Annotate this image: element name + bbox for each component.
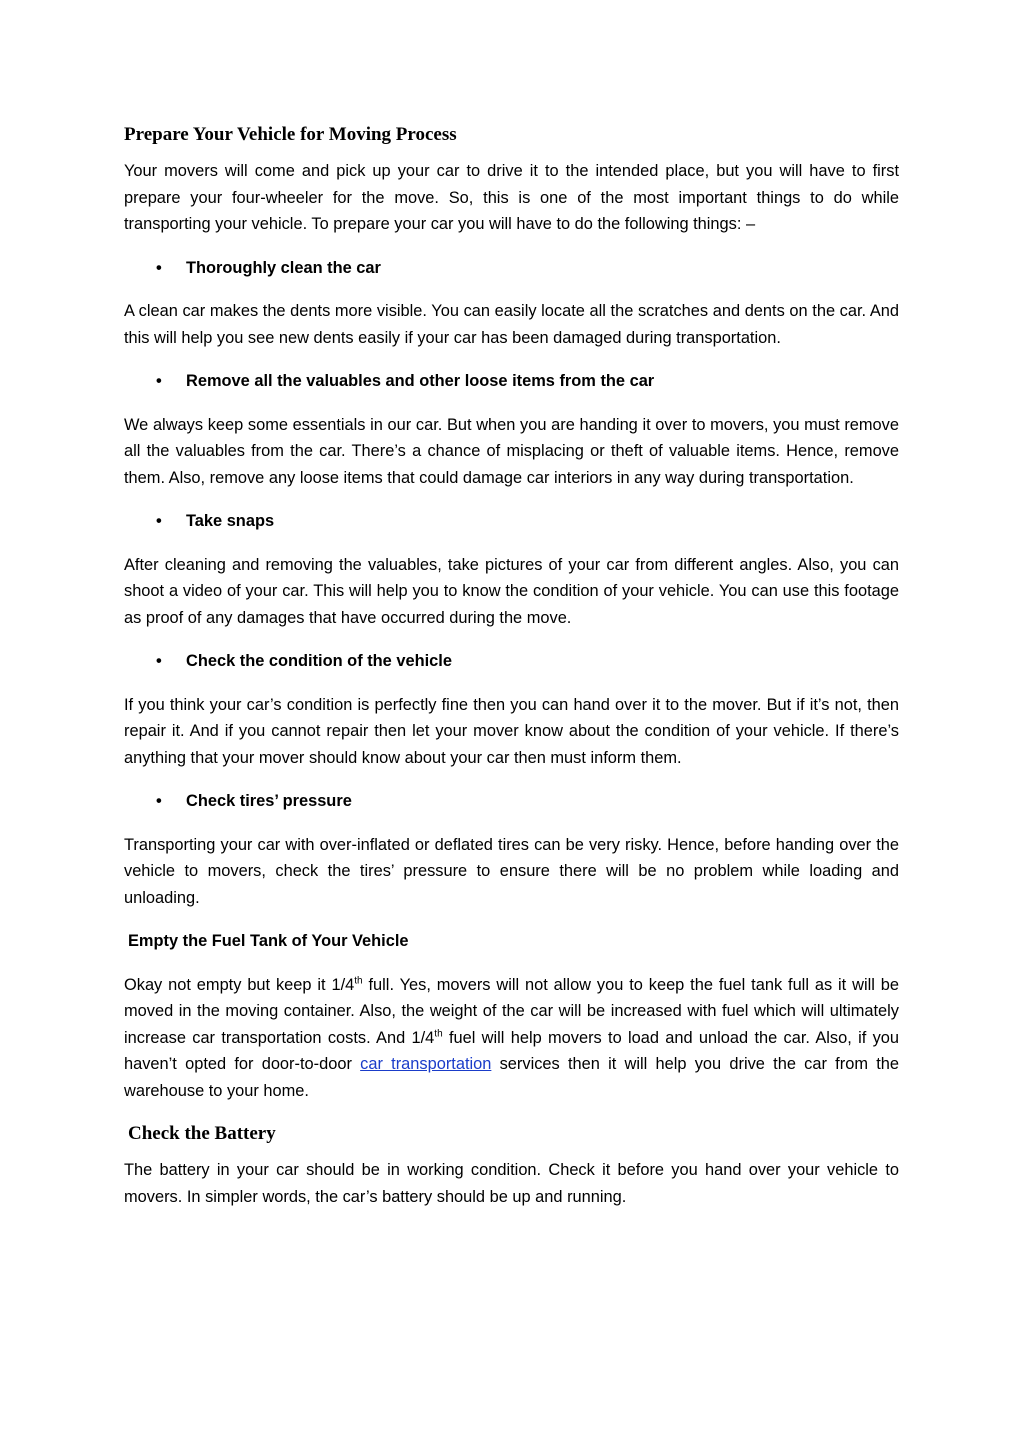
bullet-icon: • (156, 652, 162, 670)
section-paragraph-tires: Transporting your car with over-inflated or deflated tires can be very risky. Hence, before handing over the vehicle to movers, check the tires’ pressure to ensure there will be no problem while loading and unloading. (124, 835, 899, 907)
bullet-heading-label: Check the condition of the vehicle (186, 652, 452, 670)
bullet-icon: • (156, 372, 162, 390)
bullet-heading-label: Check tires’ pressure (186, 792, 352, 810)
section-paragraph-condition: If you think your car’s condition is perfectly fine then you can hand over it to the mover. But if it’s not, then repair it. And if you cannot repair then let your mover know about the condition of your vehicle. If there’s anything that your mover should know about your car then must inform them. (124, 695, 899, 767)
bullet-heading-label: Thoroughly clean the car (186, 258, 381, 277)
bullet-heading-snaps (124, 508, 899, 535)
battery-heading: Check the Battery (128, 1123, 276, 1144)
bullet-icon: • (156, 258, 162, 277)
car-transportation-link[interactable]: car transportation (360, 1055, 492, 1073)
fuel-paragraph (124, 972, 899, 1105)
bullet-icon: • (156, 512, 162, 530)
bullet-icon: • (156, 792, 162, 810)
fuel-text-1: Okay not empty but keep it 1/4 (124, 975, 355, 994)
fuel-text-2: full. Yes, movers will not allow you to keep the fuel tank full as it will be moved in the moving container. Also, the weight of the car will be increased with fuel which will ultimately increase car transportation costs. And 1/4 (124, 975, 899, 1047)
document-title: Prepare Your Vehicle for Moving Process (124, 124, 457, 145)
section-paragraph-snaps: After cleaning and removing the valuables, take pictures of your car from different angles. Also, you can shoot a video of your car. This will help you to know the condition of your vehicle. You can use this footage as proof of any damages that have occurred during the move. (124, 555, 899, 627)
bullet-heading-condition (124, 648, 899, 675)
fuel-sup-2: th (434, 1028, 443, 1040)
bullet-heading-clean (124, 255, 899, 282)
fuel-text-3: fuel will help movers to load and unload the car. Also, if you haven’t opted for door-to-door (124, 1028, 899, 1073)
bullet-heading-valuables (124, 368, 899, 395)
bullet-heading-label: Remove all the valuables and other loose items from the car (186, 372, 655, 390)
fuel-heading: Empty the Fuel Tank of Your Vehicle (128, 932, 409, 950)
fuel-sup-1: th (354, 975, 363, 987)
intro-paragraph: Your movers will come and pick up your car to drive it to the intended place, but you will have to first prepare your four-wheeler for the move. So, this is one of the most important things to do while transporting your vehicle. To prepare your car you will have to do the following things: – (124, 162, 899, 233)
section-paragraph-valuables: We always keep some essentials in our car. But when you are handing it over to movers, you must remove all the valuables from the car. There’s a chance of misplacing or theft of valuable items. Hence, remove them. Also, remove any loose items that could damage car interiors in any way during transportation. (124, 415, 899, 487)
document-page (124, 122, 899, 1227)
battery-paragraph: The battery in your car should be in working condition. Check it before you hand over your vehicle to movers. In simpler words, the car’s battery should be up and running. (124, 1161, 899, 1206)
fuel-text-4: services then it will help you drive the car from the warehouse to your home. (124, 1055, 899, 1100)
section-paragraph-clean: A clean car makes the dents more visible. You can easily locate all the scratches and dents on the car. And this will help you see new dents easily if your car has been damaged during transportation. (124, 302, 899, 347)
bullet-heading-tires (124, 788, 899, 815)
bullet-heading-label: Take snaps (186, 512, 275, 530)
